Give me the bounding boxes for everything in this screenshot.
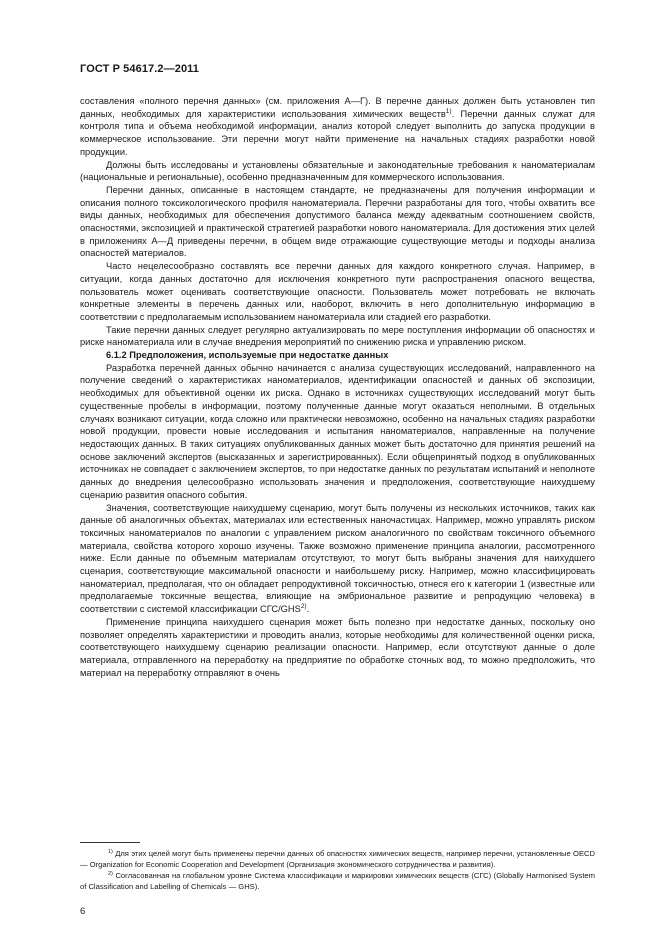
footnote: $^{2)}$ Согласованная на глобальном уровне Система классификации и маркировки химических веществ (СГС) (Globally Harmonised System of Classification and Labelling of Chemicals — GHS). (80, 871, 595, 891)
footnote: $^{1)}$ Для этих целей могут быть применены перечни данных об опасностях химических веществ, например перечни, установленные OECD — Organization for Economic Cooperation and Development (Организация экономического сотрудничества и развития). (80, 849, 595, 869)
paragraph: Перечни данных, описанные в настоящем стандарте, не предназначены для получения информации и описания полного токсикологического профиля наноматериала. Перечни разработаны для того, чтобы охватить все виды данных, необходимых для обеспечения допустимого баланса между адекватным соотношением свойств, опасностями, экспозицией и практической стратегией разработки нового наноматериала. Для достижения этих целей в приложениях А—Д приведены перечни, в общем виде отражающие существующие методы и подходы анализа опасностей материалов. (80, 184, 595, 259)
page-number: 6 (80, 906, 86, 917)
paragraph: Должны быть исследованы и установлены обязательные и законодательные требования к наноматериалам (национальные и региональные), особенно предназначенным для коммерческого использования. (80, 159, 595, 183)
paragraph: составления «полного перечня данных» (см. приложения А—Г). В перечне данных должен быть установлен тип данных, необходимых для характеристики использования химических веществ$^{1)}$. Перечни данных служат для контроля типа и объема необходимой информации, анализ которой следует выполнить до запуска продукции в коммерческое использование. Эти перечни могут найти применение на начальных стадиях разработки новой продукции. (80, 96, 595, 157)
subsection-heading: 6.1.2 Предположения, используемые при недостатке данных (106, 350, 389, 361)
paragraph: Значения, соответствующие наихудшему сценарию, могут быть получены из нескольких источников, таких как данные об аналогичных объектах, материалах или естественных наночастицах. Например, можно управлять риском токсичных наноматериалов по аналогии с управлением риском аналогичного по свойствам токсичного объемного материала, свойства которого хорошо изучены. Также возможно применение принципа аналогии, рассмотренного ниже. Если данные по объемным материалам отсутствуют, то могут быть выбраны значения для наихудшего сценария, соответствующие максимальной опасности и наибольшему риску. Например, можно классифицировать наноматериал, предполагая, что он обладает репродуктивной токсичностью, отнеся его к категории 1 (известные или предполагаемые токсичные вещества, влияющие на эмбриональное развитие и репродукцию человека) в соответствии с системой классификации СГС/GHS$^{2)}$. (80, 502, 595, 615)
footnote-ref[interactable]: 1) (445, 107, 452, 115)
body-text (80, 95, 595, 679)
footnotes (80, 848, 595, 892)
paragraph: Применение принципа наихудшего сценария может быть полезно при недостатке данных, поскольку оно позволяет определять характеристики и проводить анализ, которые необходимы для количественной оценки риска, соответствующего наихудшему сценарию реализации опасности. Например, если отсутствуют данные о доле материала, отправленного на переработку на предприятие по обработке сточных вод, то можно предположить, что материал на переработку отправляют в очень (80, 616, 595, 678)
document-header: ГОСТ Р 54617.2—2011 (80, 63, 200, 75)
paragraph: Разработка перечней данных обычно начинается с анализа существующих исследований, направленного на получение сведений о характеристиках наноматериалов, идентификации опасностей и данных об экспозиции, необходимых для объективной оценки их риска. Однако в источниках существующих исследований могут быть существенные пробелы в информации, поэтому полученные данные могут оказаться неполными. В отдельных случаях возникают ситуации, когда сложно или практически невозможно, особенно на начальных стадиях разработки новой продукции, провести новые исследования и испытания наноматериалов, направленные на получение недостающих данных. В таких ситуациях опубликованных данных может быть достаточно для принятия решений на основе заключений экспертов (высказанных и зарегистрированных). Если общепринятый подход в опубликованных источниках не совпадает с заключением экспертов, то при недостатке данных по результатам испытаний и неполноте данных до внедрения целесообразно использовать значения и предположения, соответствующие наихудшему сценарию развития опасного события. (80, 362, 595, 500)
footnote-ref[interactable]: 2) (300, 603, 307, 611)
paragraph: Такие перечни данных следует регулярно актуализировать по мере поступления информации об опасностях и риске наноматериала или в случае внедрения мероприятий по снижению риска и управлению риском. (80, 324, 595, 348)
footnote-divider (80, 842, 140, 843)
paragraph: Часто нецелесообразно составлять все перечни данных для каждого конкретного случая. Например, в ситуации, когда данных достаточно для исключения конкретного пути распространения опасного вещества, пользователь может оценивать соответствующие опасности. Пользователь может потребовать не включать конкретные элементы в перечень данных или, наоборот, включить в него дополнительную информацию в соответствии с предполагаемым использованием наноматериала или стадией его разработки. (80, 261, 595, 322)
